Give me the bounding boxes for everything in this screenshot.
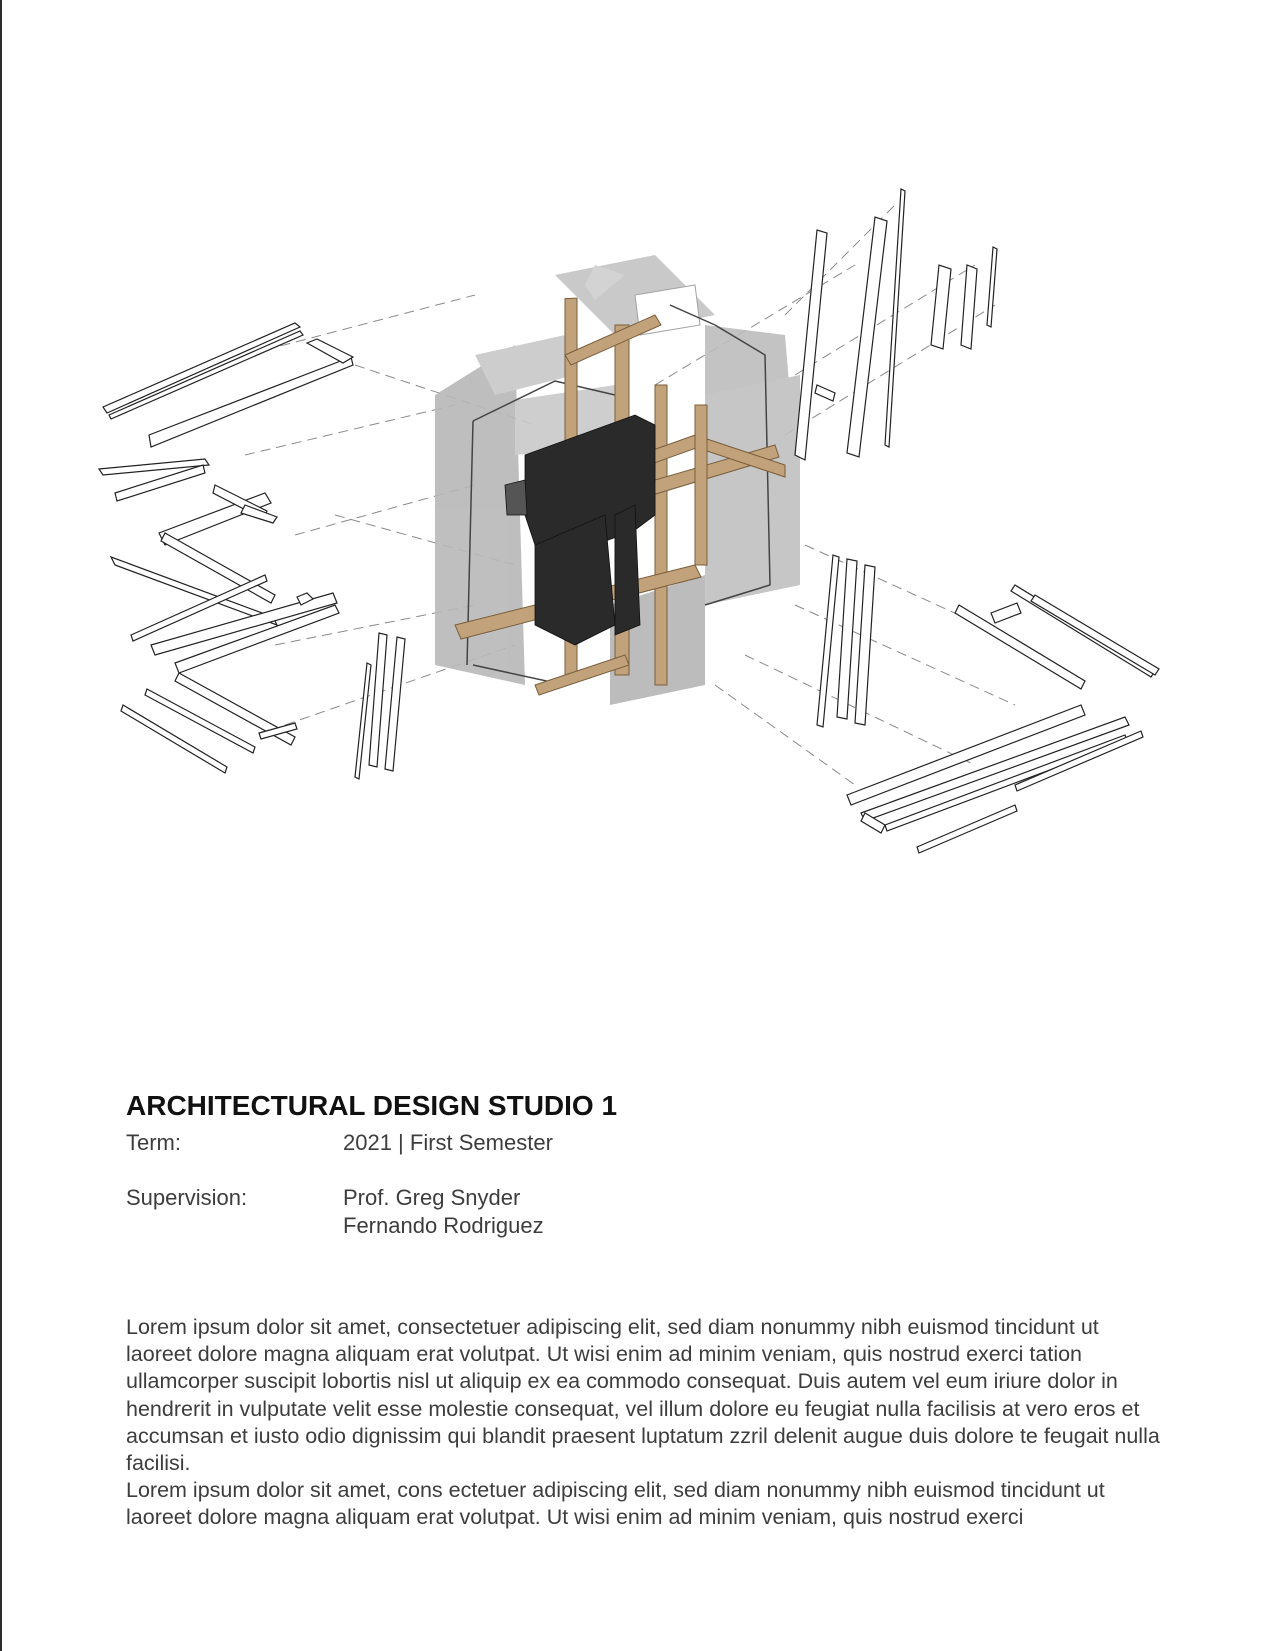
page-title: ARCHITECTURAL DESIGN STUDIO 1	[126, 1090, 618, 1121]
supervisor-name: Fernando Rodriguez	[343, 1213, 544, 1238]
left-posts	[355, 633, 405, 779]
supervision-label: Supervision:	[126, 1185, 248, 1210]
right-posts-upper	[795, 189, 997, 460]
exploded-axonometric-illustration	[95, 185, 1215, 905]
term-value: 2021 | First Semester	[343, 1130, 553, 1155]
body-text	[126, 1314, 1166, 1532]
paragraph: Lorem ipsum dolor sit amet, consectetuer adipiscing elit, sed diam nonummy nibh euismod tincidunt ut laoreet dolore magna aliquam erat volutpat. Ut wisi enim ad minim veniam, quis nostrud exerci tation ullamcorper suscipit lobortis nisl ut aliquip ex ea commodo consequat. Duis autem vel eum iriure dolor in hendrerit in vulputate velit esse molestie consequat, vel illum dolore eu feugiat nulla facilisis at vero eros et accumsan et iusto odio dignissim qui blandit praesent luptatum zzril delenit augue duis dolore te feugait nulla facilisi.	[126, 1315, 1160, 1476]
supervisor-list	[343, 1184, 544, 1240]
left-members-top	[99, 323, 353, 773]
term-label: Term:	[126, 1130, 181, 1155]
right-members-bottom	[847, 585, 1159, 853]
supervisor-name: Prof. Greg Snyder	[343, 1185, 521, 1210]
page-edge-line	[0, 0, 2, 1651]
paragraph: Lorem ipsum dolor sit amet, cons ectetuer adipiscing elit, sed diam nonummy nibh euismod tincidunt ut laoreet dolore magna aliquam erat volutpat. Ut wisi enim ad minim veniam, quis nostrud exerci	[126, 1478, 1105, 1530]
right-posts-lower	[817, 555, 875, 727]
